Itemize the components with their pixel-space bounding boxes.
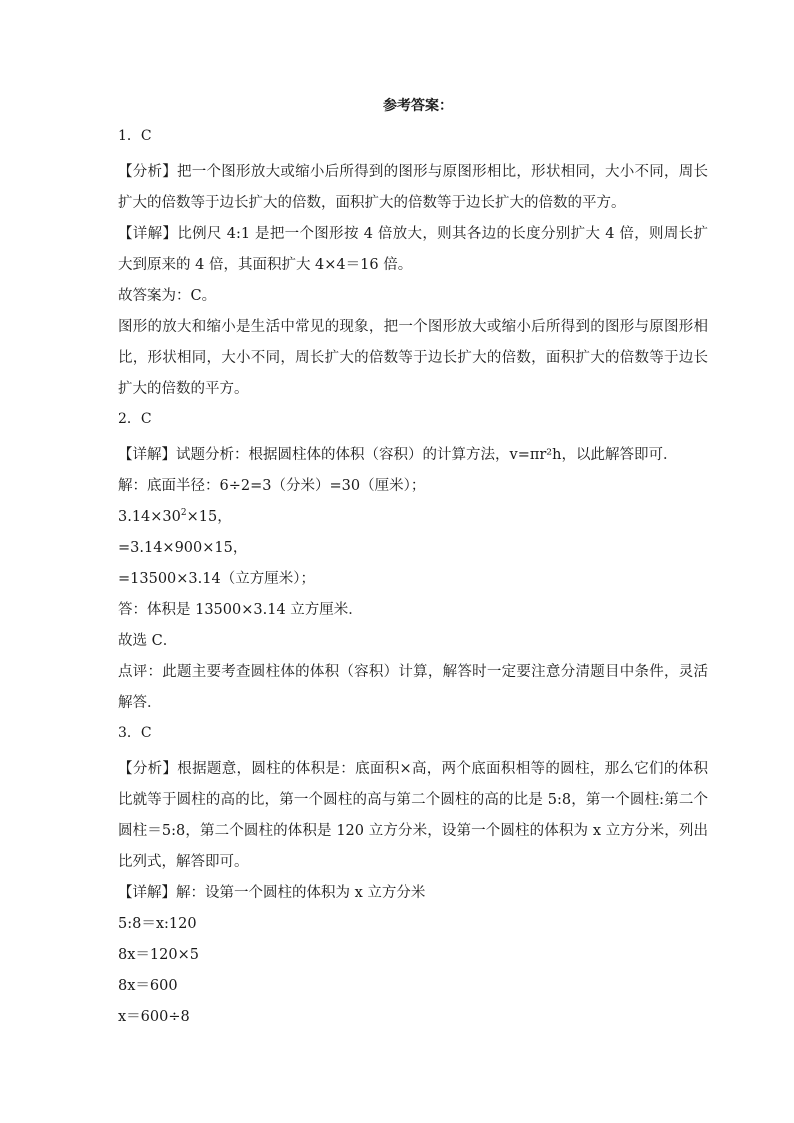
q1-analysis-tag: 【分析】	[118, 164, 178, 180]
q2-detail	[118, 440, 708, 471]
q1-note: 图形的放大和缩小是生活中常见的现象，把一个图形放大或缩小后所得到的图形与原图形相比，形状相同，大小不同，周长扩大的倍数等于边长扩大的倍数，面积扩大的倍数等于边长扩大的倍数的平方。	[118, 319, 708, 397]
page-title: 参考答案：	[383, 98, 453, 114]
q2-step-2-rest: ×15，	[186, 509, 232, 525]
q3-detail-text: 解：设第一个圆柱的体积为 x 立方分米	[176, 885, 426, 901]
q3-analysis-text: 根据题意，圆柱的体积是：底面积×高，两个底面积相等的圆柱，那么它们的体积比就等于圆柱的高的比，第一个圆柱的高与第二个圆柱的高的比是 5:8，第一个圆柱:第二个圆柱＝5:8，第二个圆柱的体积是 120 立方分米，设第一个圆柱的体积为 x 立方分米，列出比列式，解答即可。	[118, 761, 708, 870]
q2-step-1: 解：底面半径：6÷2=3（分米）=30（厘米）；	[118, 478, 426, 494]
q3-equation-1: 5:8＝x:120	[118, 916, 197, 932]
q1-detail-tag: 【详解】	[118, 226, 178, 242]
q3-detail	[118, 878, 708, 909]
q1-analysis-text: 把一个图形放大或缩小后所得到的图形与原图形相比，形状相同，大小不同，周长扩大的倍数等于边长扩大的倍数，面积扩大的倍数等于边长扩大的倍数的平方。	[118, 164, 709, 211]
q2-step-2	[118, 502, 708, 533]
q1-answer: 故答案为：C。	[118, 288, 217, 304]
q2-step-2-base: 3.14×30	[118, 509, 181, 525]
q3-detail-tag: 【详解】	[118, 885, 176, 901]
q1-analysis	[118, 157, 708, 219]
q2-detail-text: 试题分析：根据圆柱体的体积（容积）的计算方法，v=πr²h，以此解答即可．	[176, 447, 678, 463]
q3-analysis-tag: 【分析】	[118, 761, 178, 777]
q3-equation-2: 8x＝120×5	[118, 947, 199, 963]
q3-equation-4: x＝600÷8	[118, 1009, 190, 1025]
q3-analysis	[118, 754, 708, 878]
q2-answer: 故选 C．	[118, 633, 178, 649]
q2-detail-tag: 【详解】	[118, 447, 176, 463]
q2-step-3: =3.14×900×15，	[118, 540, 248, 556]
q3-equation-3: 8x＝600	[118, 978, 178, 994]
q2-number: 2．C	[118, 411, 152, 427]
q3-number: 3．C	[118, 725, 152, 741]
q1-number: 1．C	[118, 128, 152, 144]
q2-comment: 点评：此题主要考查圆柱体的体积（容积）计算，解答时一定要注意分清题目中条件，灵活解答．	[118, 664, 708, 711]
q1-detail-text: 比例尺 4:1 是把一个图形按 4 倍放大，则其各边的长度分别扩大 4 倍，则周长扩大到原来的 4 倍，其面积扩大 4×4＝16 倍。	[118, 226, 708, 273]
q2-step-5: 答：体积是 13500×3.14 立方厘米．	[118, 602, 363, 618]
q2-step-4: =13500×3.14（立方厘米）；	[118, 571, 315, 587]
q1-detail	[118, 219, 708, 281]
q2-step-2-exponent: 2	[180, 508, 187, 519]
